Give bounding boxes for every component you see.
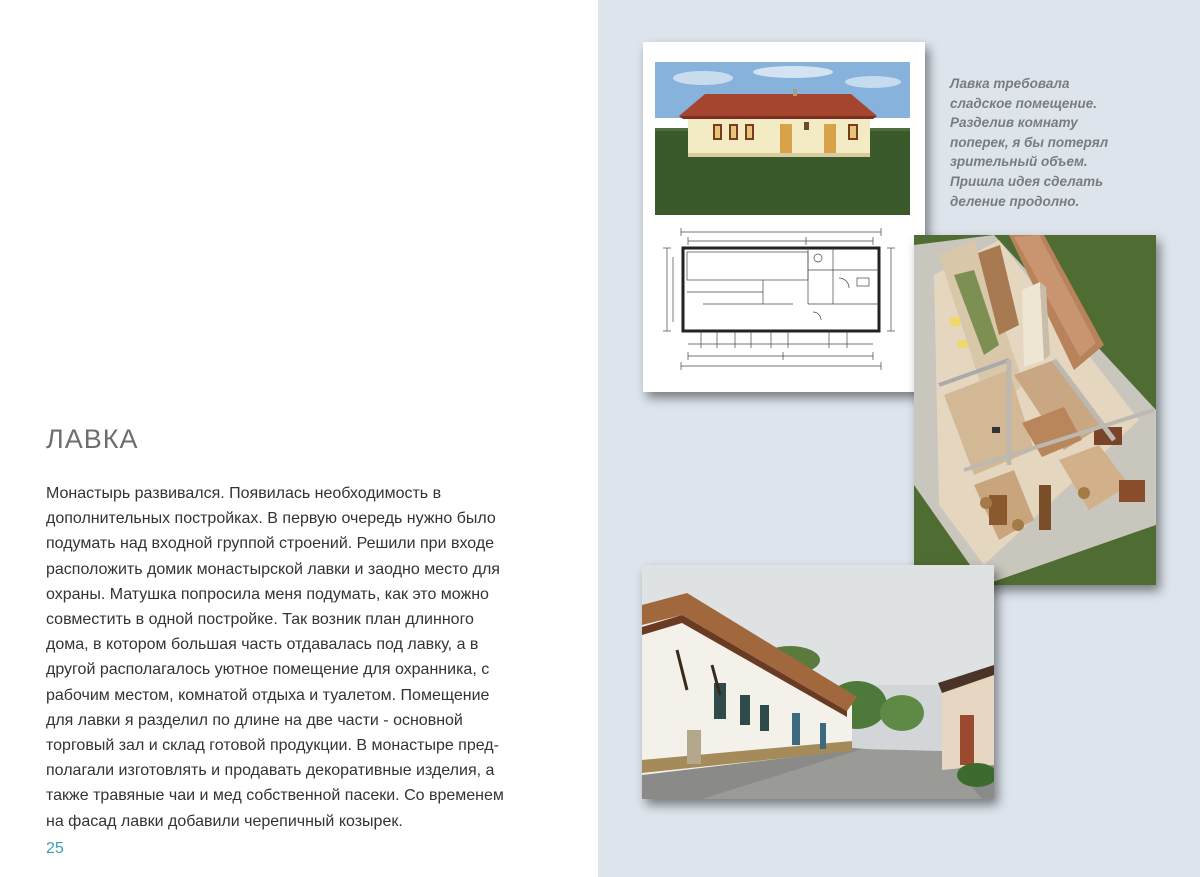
interior-3d-figure xyxy=(914,235,1156,585)
building-photo-drawing xyxy=(642,565,994,799)
image-caption: Лавка требовала сладское помещение. Разделив комнату поперек, я бы потерял зрительный объем. Пришла идея сделать деление продолно. xyxy=(950,76,1109,209)
interior-3d-drawing xyxy=(914,235,1156,585)
facade-render xyxy=(655,62,910,215)
facade-and-plan-figure xyxy=(643,42,925,392)
page-title: ЛАВКА xyxy=(46,424,139,454)
left-page xyxy=(0,0,598,877)
floor-plan xyxy=(663,228,895,370)
building-photo xyxy=(642,565,994,799)
body-text: Монастырь развивался. Появилась необходимость в дополнительных постройках. В первую очередь нужно было подумать над входной группой строений. Решили при входе расположить домик монастырской лавки и заодно место для охраны. Матушка попросила меня подумать, как это можно совместить в одной постройке. Так возник план длинного дома, в котором большая часть отдавалась под лавку, а в другой располагалось уютное помещение для охранника, с рабочим местом, комнатой отдыха и туалетом. Помещение для лавки я разделил по длине на две части - основной торговый зал и склад готовой продукции. В монастыре пред- полагали изготовлять и продавать декоративные изделия, а также травяные чаи и мед собственной пасеки. Со временем на фасад лавки добавили черепичный козырек. xyxy=(46,485,504,830)
page-number: 25 xyxy=(46,840,64,857)
facade-plan-drawing xyxy=(643,42,925,392)
